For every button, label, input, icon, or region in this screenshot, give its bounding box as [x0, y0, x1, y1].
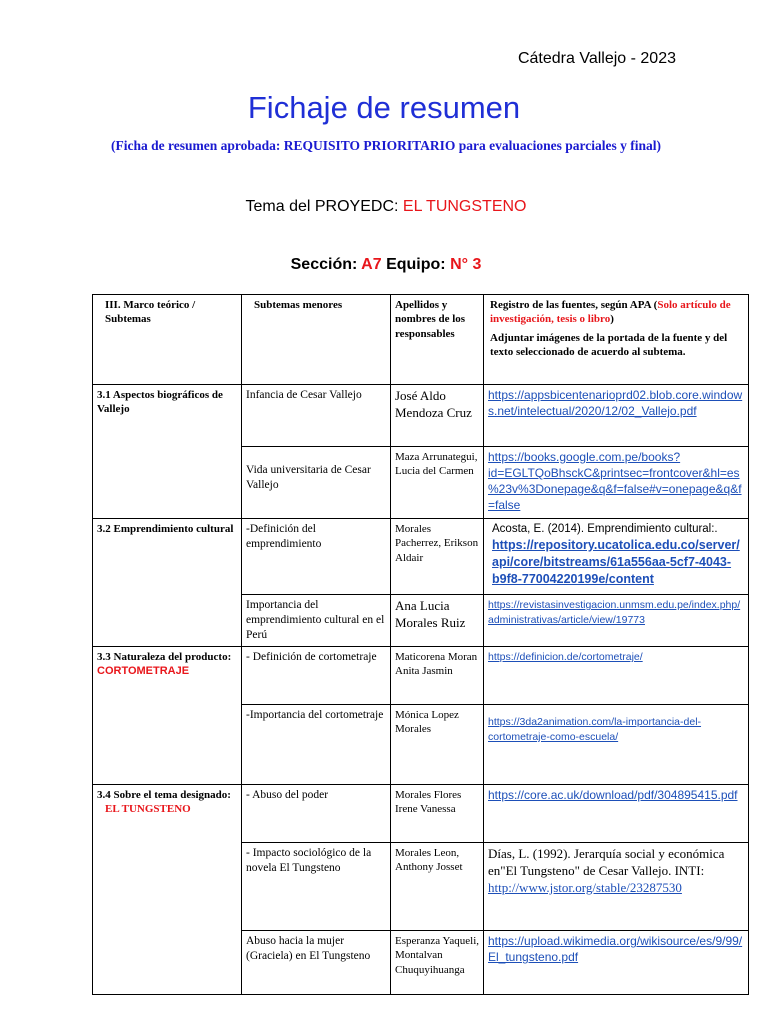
topic-cell: 3.1 Aspectos biográficos de Vallejo: [93, 385, 242, 519]
subtopic-cell: Infancia de Cesar Vallejo: [242, 385, 391, 447]
source-link[interactable]: https://3da2animation.com/la-importancia-del-cortometraje-como-escuela/: [488, 716, 702, 743]
fichaje-table: [92, 294, 749, 995]
header-marco-teorico: III. Marco teórico / Subtemas: [93, 295, 242, 385]
table-row: [93, 785, 749, 843]
subtopic-cell: Vida universitaria de Cesar Vallejo: [242, 447, 391, 519]
responsible-cell: Esperanza Yaqueli, Montalvan Chuquyihuanga: [391, 931, 484, 995]
tema-label: Tema del PROYEDC:: [245, 198, 399, 215]
source-citation: Días, L. (1992). Jerarquía social y económica en"El Tungsteno" de Cesar Vallejo. INTI:: [488, 846, 725, 878]
topic-red-label: EL TUNGSTENO: [105, 803, 191, 816]
source-link[interactable]: http://www.jstor.org/stable/23287530: [488, 879, 682, 895]
source-link[interactable]: https://core.ac.uk/download/pdf/304895415.pdf: [488, 788, 738, 802]
topic-label: 3.3 Naturaleza del producto:: [97, 651, 232, 663]
source-cell: [484, 705, 749, 785]
responsible-cell: José Aldo Mendoza Cruz: [391, 385, 484, 447]
source-cell: [484, 447, 749, 519]
source-cell: [484, 385, 749, 447]
subtopic-cell: - Abuso del poder: [242, 785, 391, 843]
header-registro-text: Registro de las fuentes, según APA (: [490, 299, 658, 311]
equipo-label: Equipo:: [386, 256, 446, 273]
header-registro-red: Solo artículo de investigación, tesis o libro: [490, 299, 731, 326]
responsible-cell: Mónica Lopez Morales: [391, 705, 484, 785]
responsible-cell: Maza Arrunategui, Lucia del Carmen: [391, 447, 484, 519]
tema-line: [0, 198, 768, 216]
source-link[interactable]: https://revistasinvestigacion.unmsm.edu.pe/index.php/administrativas/article/view/19773: [488, 599, 741, 626]
source-link[interactable]: https://repository.ucatolica.edu.co/server/api/core/bitstreams/61a556aa-5cf7-4043-b9f8-77004220199e/content: [492, 537, 740, 586]
source-link[interactable]: https://definicion.de/cortometraje/: [488, 651, 643, 663]
page-subtitle: (Ficha de resumen aprobada: REQUISITO PRIORITARIO para evaluaciones parciales y final): [110, 138, 662, 153]
source-link[interactable]: https://books.google.com.pe/books?id=EGLTQoBhsckC&printsec=frontcover&hl=es%23v%3Donepage&q&f=false#v=onepage&q&f=false: [488, 450, 742, 512]
responsible-cell: Morales Pacherrez, Erikson Aldair: [391, 519, 484, 595]
header-responsables: Apellidos y nombres de los responsables: [391, 295, 484, 385]
subtopic-cell: -Definición del emprendimiento: [242, 519, 391, 595]
table-row: [93, 647, 749, 705]
source-cell: [484, 931, 749, 995]
table-row: [93, 385, 749, 447]
equipo-value: N° 3: [450, 256, 482, 273]
subtopic-cell: Abuso hacia la mujer (Graciela) en El Tungsteno: [242, 931, 391, 995]
source-link[interactable]: https://upload.wikimedia.org/wikisource/es/9/99/El_tungsteno.pdf: [488, 934, 743, 964]
responsible-cell: Maticorena Moran Anita Jasmin: [391, 647, 484, 705]
source-cell: [484, 519, 749, 595]
subtopic-cell: - Definición de cortometraje: [242, 647, 391, 705]
responsible-cell: Morales Leon, Anthony Josset: [391, 843, 484, 931]
source-cell: [484, 647, 749, 705]
seccion-value: A7: [361, 256, 382, 273]
source-cell: [484, 785, 749, 843]
responsible-cell: Ana Lucia Morales Ruiz: [391, 595, 484, 647]
subtopic-cell: -Importancia del cortometraje: [242, 705, 391, 785]
page-title: Fichaje de resumen: [247, 90, 521, 125]
table-header-row: [93, 295, 749, 385]
topic-cell: [93, 647, 242, 785]
responsible-cell: Morales Flores Irene Vanessa: [391, 785, 484, 843]
header-registro-close: ): [610, 313, 614, 326]
source-citation: Acosta, E. (2014). Emprendimiento cultural:.: [492, 523, 718, 535]
seccion-line: [0, 256, 768, 274]
subtopic-cell: - Impacto sociológico de la novela El Tungsteno: [242, 843, 391, 931]
header-registro-fuentes: [484, 295, 749, 385]
header-registro-note: Adjuntar imágenes de la portada de la fuente y del texto seleccionado de acuerdo al subtema.: [490, 331, 728, 358]
subtopic-cell: Importancia del emprendimiento cultural en el Perú: [242, 595, 391, 647]
topic-cell: 3.2 Emprendimiento cultural: [93, 519, 242, 647]
header-subtemas-menores: Subtemas menores: [242, 295, 391, 385]
seccion-label: Sección:: [290, 256, 358, 273]
topic-label: 3.4 Sobre el tema designado:: [97, 789, 231, 801]
source-cell: [484, 595, 749, 647]
source-link[interactable]: https://appsbicentenarioprd02.blob.core.windows.net/intelectual/2020/12/02_Vallejo.pdf: [488, 388, 743, 418]
catedra-year: Cátedra Vallejo - 2023: [517, 50, 676, 67]
tema-value: EL TUNGSTENO: [402, 198, 527, 215]
table-row: [93, 519, 749, 595]
source-cell: [484, 843, 749, 931]
topic-red-label: CORTOMETRAJE: [97, 665, 190, 678]
topic-cell: [93, 785, 242, 995]
